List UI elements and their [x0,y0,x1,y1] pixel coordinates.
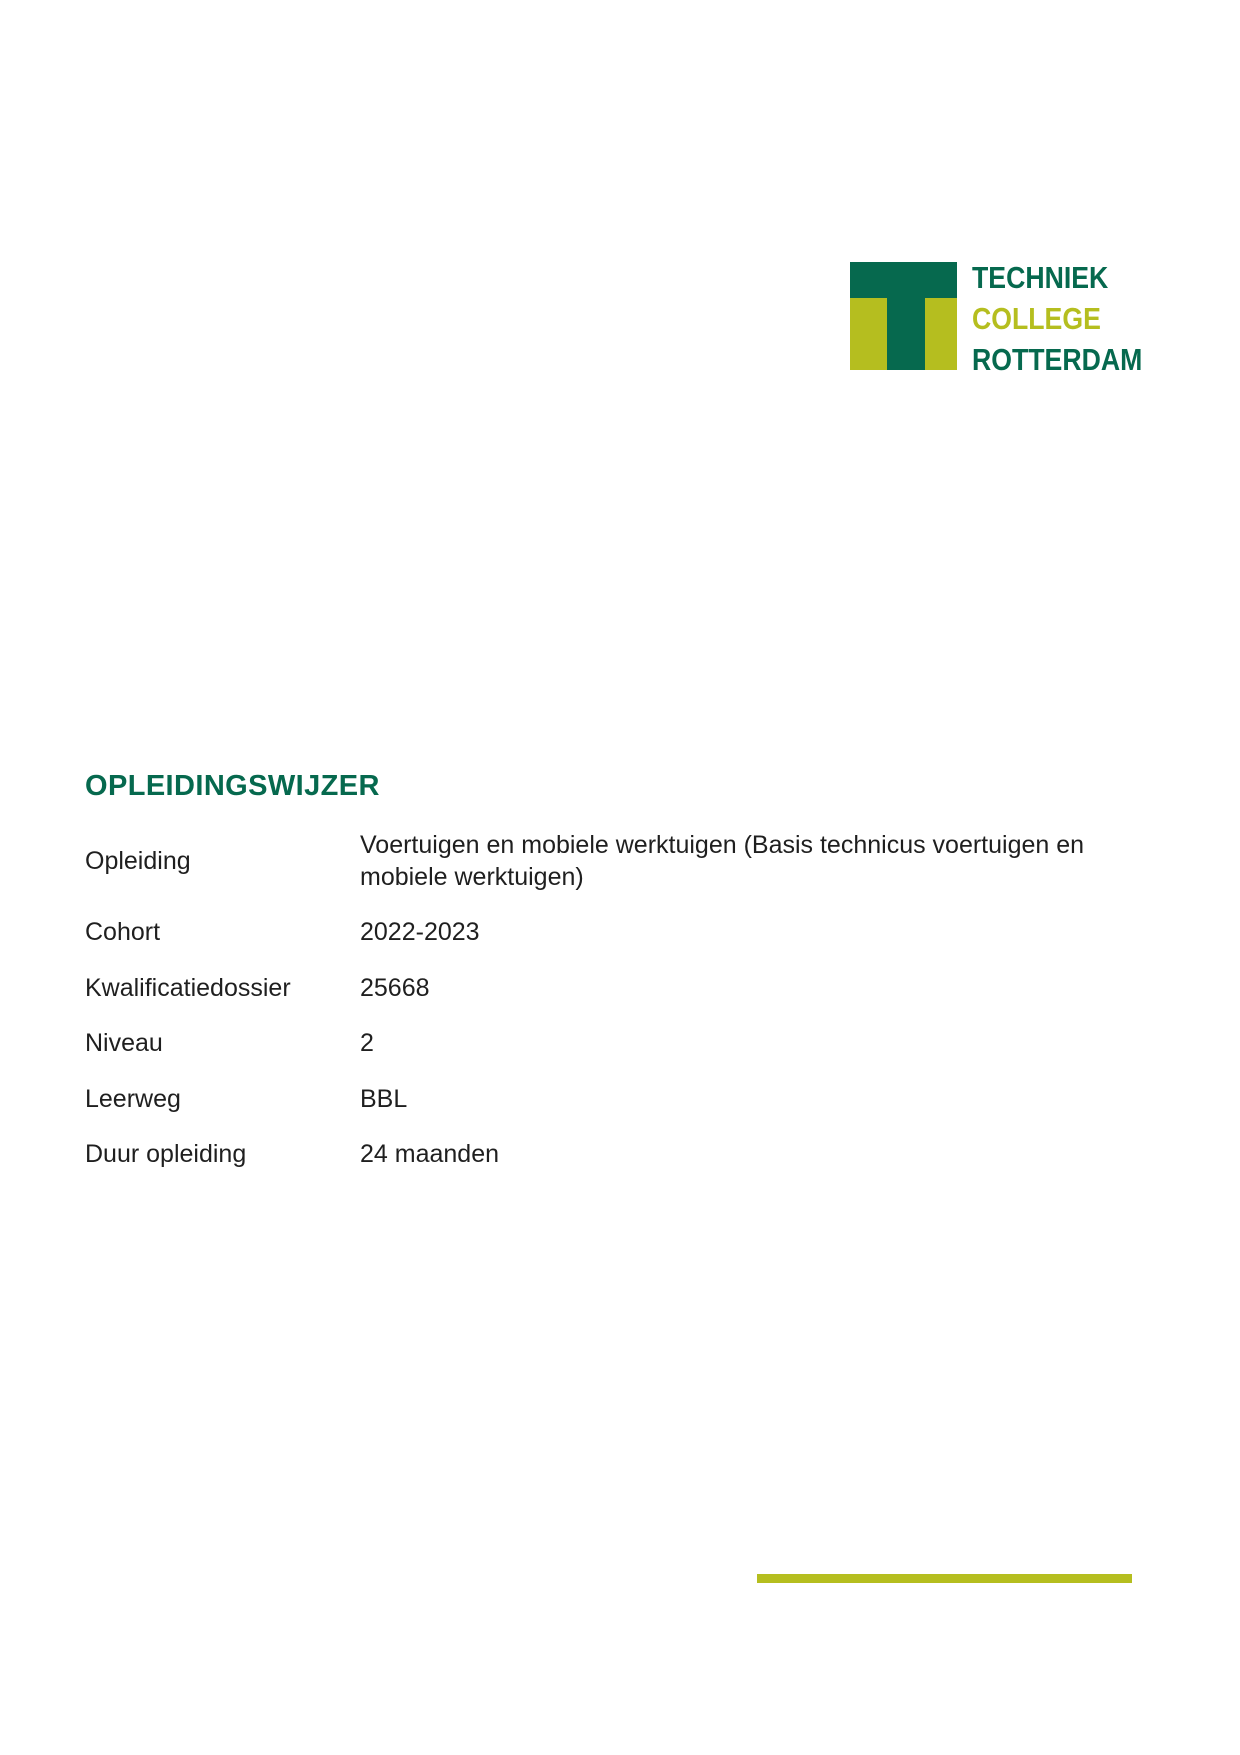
logo-line-college: COLLEGE [972,301,1101,336]
detail-label: Kwalificatiedossier [85,973,291,1002]
logo-t-mark-icon [850,262,957,370]
details-table [85,830,1095,1195]
t-mark-left-column [850,298,887,370]
detail-value: 2 [360,1029,374,1057]
t-mark-stem [887,298,925,370]
detail-row-niveau [85,1028,1095,1060]
detail-row-opleiding [85,830,1095,893]
detail-value: BBL [360,1084,408,1113]
footer-accent-bar [757,1574,1132,1583]
detail-label: Cohort [85,918,161,946]
detail-row-leerweg [85,1084,1095,1116]
detail-value: 25668 [360,973,430,1002]
logo-wordmark [972,257,1142,380]
detail-value: Voertuigen en mobiele werktuigen (Basis technicus voertuigen en mobiele werktuigen) [360,831,1085,891]
detail-label: Niveau [85,1029,163,1057]
detail-value: 24 maanden [360,1140,500,1168]
detail-row-cohort [85,917,1095,949]
detail-label: Duur opleiding [85,1140,247,1168]
detail-row-kwalificatiedossier [85,973,1095,1005]
t-mark-right-column [925,298,957,370]
page-title: OPLEIDINGSWIJZER [85,770,380,802]
detail-value: 2022-2023 [360,918,480,946]
logo-line-rotterdam: ROTTERDAM [972,342,1143,377]
detail-label: Opleiding [85,846,191,875]
detail-label: Leerweg [85,1084,181,1113]
t-mark-crossbar [850,262,957,298]
logo-line-techniek: TECHNIEK [972,260,1109,295]
detail-row-duur-opleiding [85,1139,1095,1171]
t-mark-columns [850,298,957,370]
